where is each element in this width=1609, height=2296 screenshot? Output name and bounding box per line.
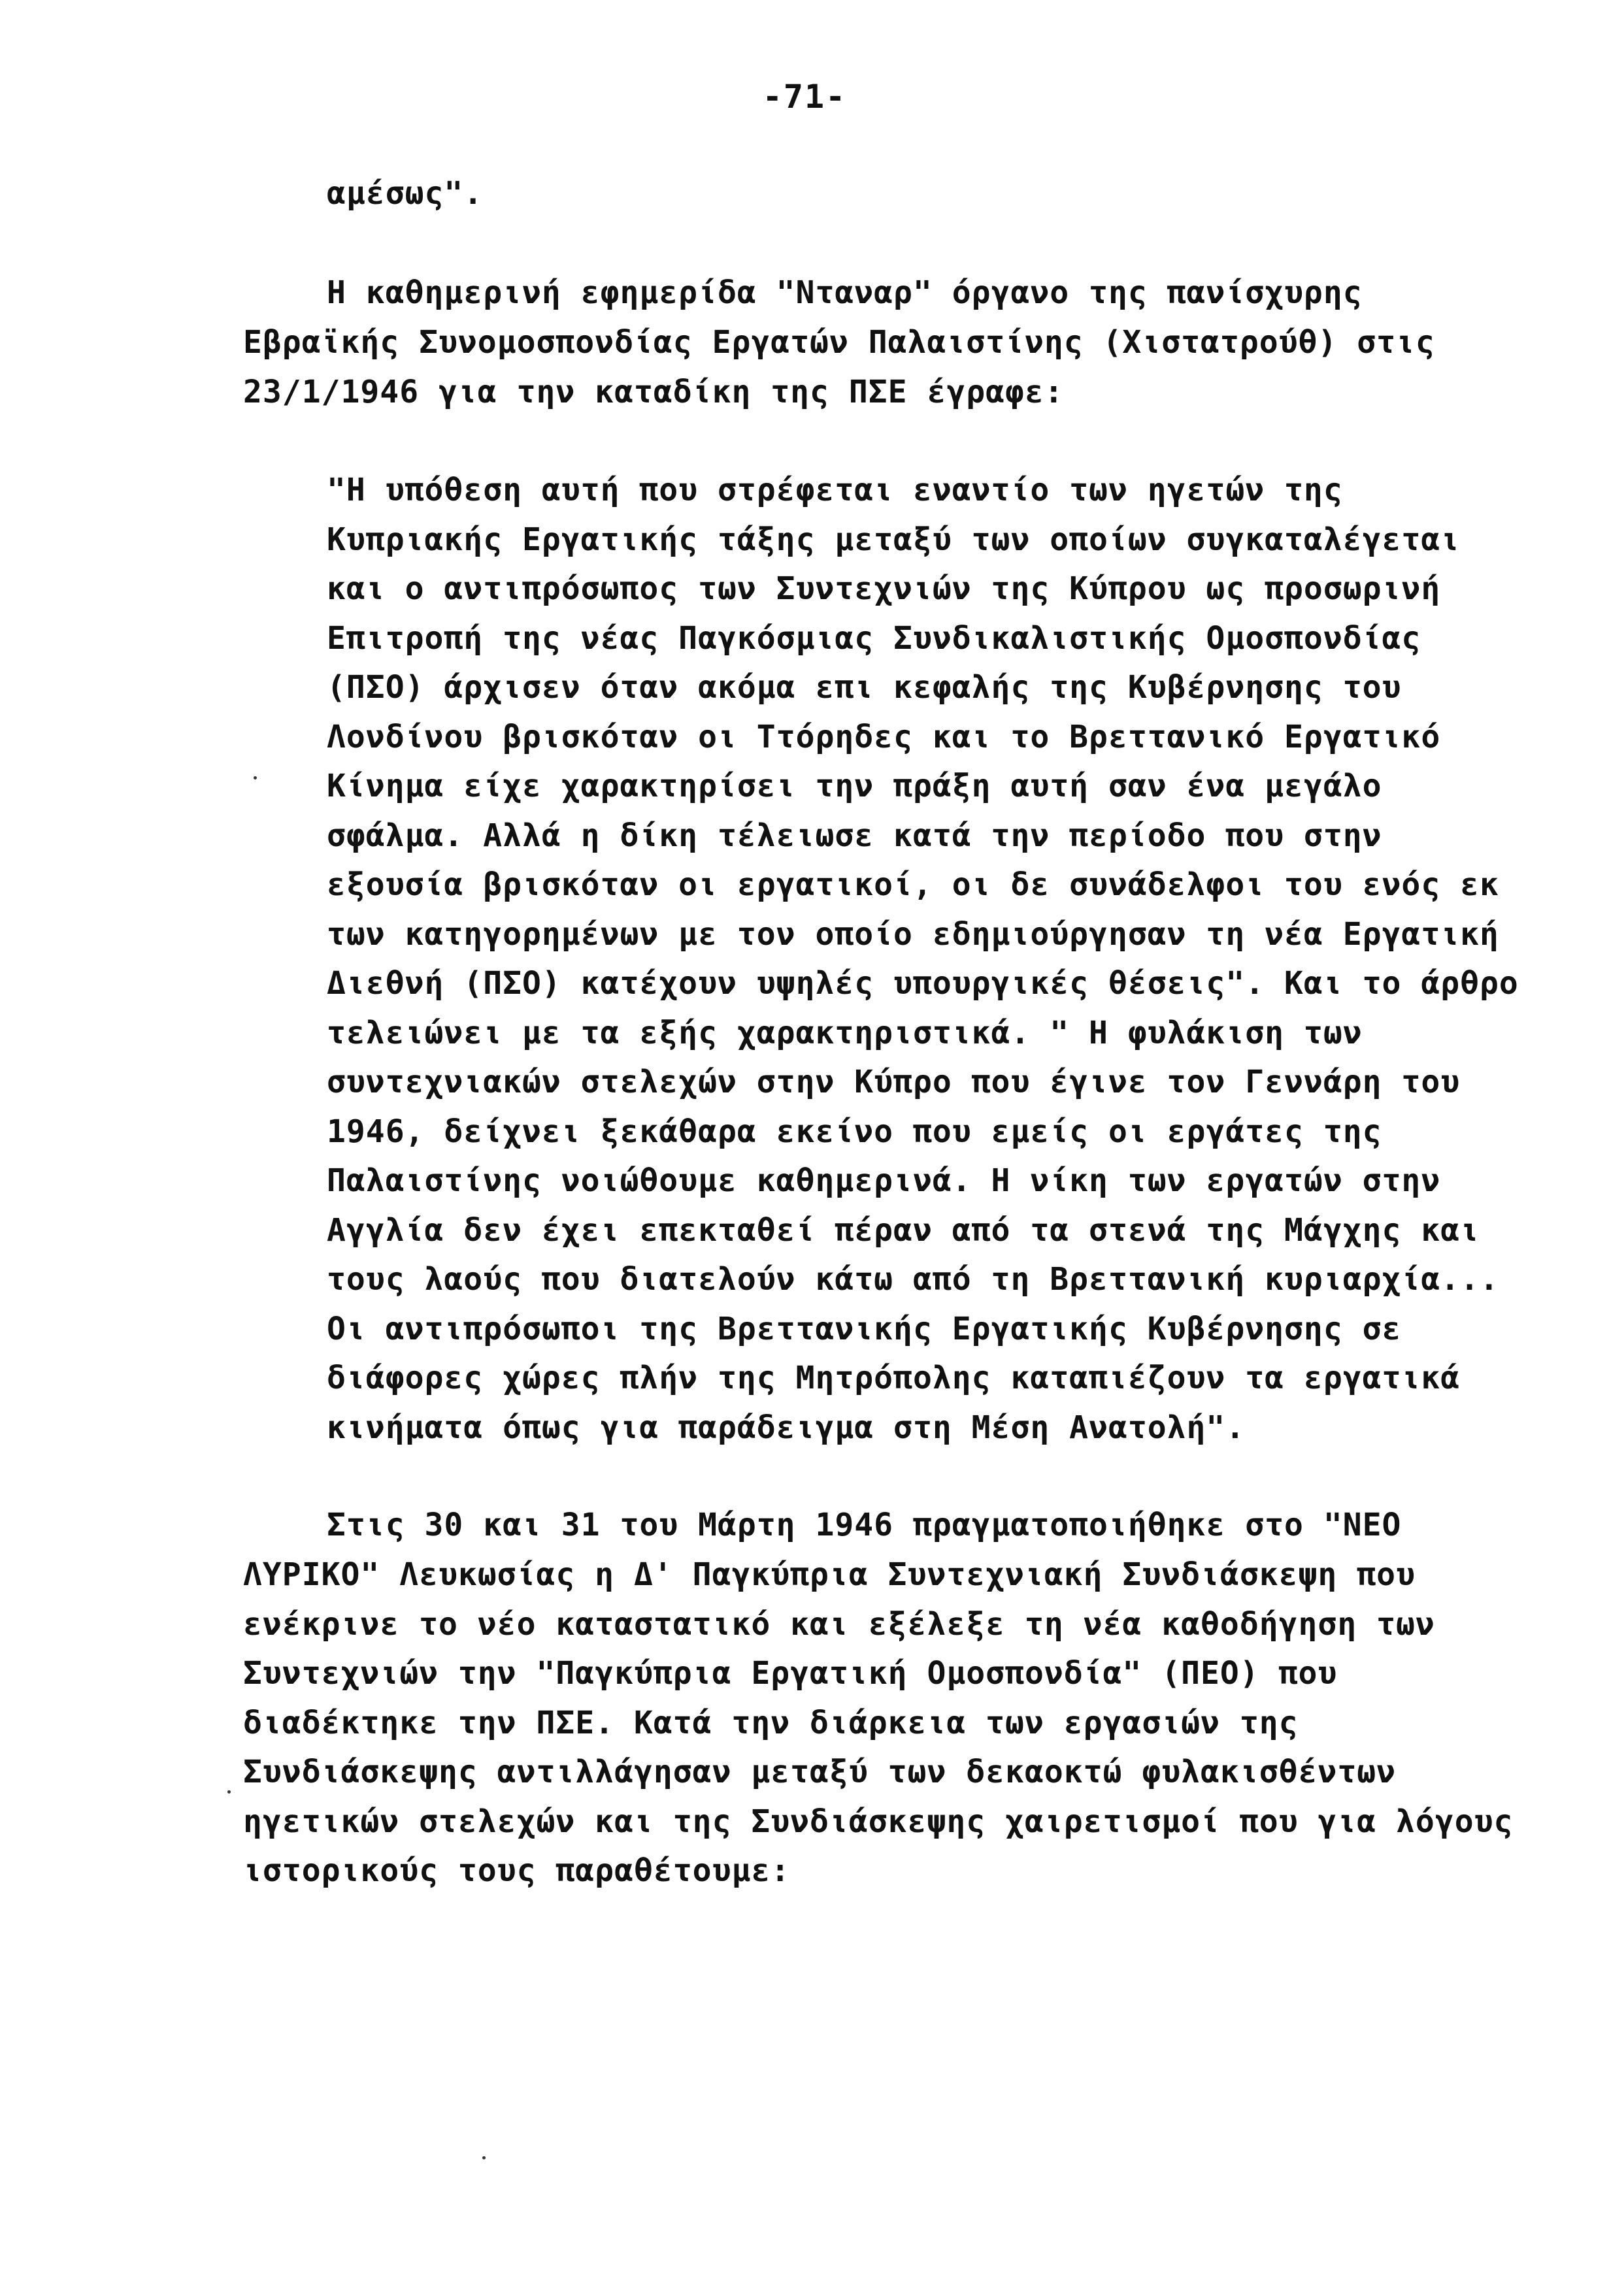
quote-line: Κυπριακής Εργατικής τάξης μεταξύ των οποίων συγκαταλέγεται	[327, 521, 1461, 558]
quote-line: τους λαούς που διατελούν κάτω από τη Βρεττανική κυριαρχία...	[327, 1261, 1499, 1298]
paragraph-2-line: Συνδιάσκεψης αντιλλάγησαν μεταξύ των δεκαοκτώ φυλακισθέντων	[243, 1754, 1397, 1790]
quote-line: Κίνημα είχε χαρακτηρίσει την πράξη αυτή σαν ένα μεγάλο	[327, 768, 1382, 804]
quote-line: Επιτροπή της νέας Παγκόσμιας Συνδικαλιστικής Ομοσπονδίας	[327, 620, 1421, 657]
paragraph-2-line: ηγετικών στελεχών και της Συνδιάσκεψης χαιρετισμοί που για λόγους	[243, 1803, 1514, 1840]
quote-line: Οι αντιπρόσωποι της Βρεττανικής Εργατικής Κυβέρνησης σε	[327, 1311, 1402, 1347]
paragraph-2-line: Στις 30 και 31 του Μάρτη 1946 πραγματοποιήθηκε στο "ΝΕΟ	[327, 1507, 1402, 1543]
quote-line: Λονδίνου βρισκόταν οι Ττόρηδες και το Βρεττανικό Εργατικό	[327, 719, 1441, 755]
quote-line: κινήματα όπως για παράδειγμα στη Μέση Ανατολή".	[327, 1409, 1246, 1446]
quote-line: διάφορες χώρες πλήν της Μητρόπολης καταπιέζουν τα εργατικά	[327, 1360, 1461, 1396]
paragraph-2-line: ΛΥΡΙΚΟ" Λευκωσίας η Δ' Παγκύπρια Συντεχνιακή Συνδιάσκεψη που	[243, 1556, 1416, 1593]
quote-line: Παλαιστίνης νοιώθουμε καθημερινά. Η νίκη των εργατών στην	[327, 1162, 1441, 1199]
quote-line: εξουσία βρισκόταν οι εργατικοί, οι δε συνάδελφοι του ενός εκ	[327, 866, 1499, 903]
paragraph-2-line: διαδέκτηκε την ΠΣΕ. Κατά την διάρκεια των εργασιών της	[243, 1705, 1299, 1741]
paragraph-1-line: Εβραϊκής Συνομοσπονδίας Εργατών Παλαιστίνης (Χιστατρούθ) στις	[243, 324, 1435, 361]
quote-line: 1946, δείχνει ξεκάθαρα εκείνο που εμείς οι εργάτες της	[327, 1113, 1382, 1150]
paragraph-2-line: ενέκρινε το νέο καταστατικό και εξέλεξε τη νέα καθοδήγηση των	[243, 1606, 1435, 1643]
quote-line: των κατηγορημένων με τον οποίο εδημιούργησαν τη νέα Εργατική	[327, 916, 1499, 953]
quote-line: σφάλμα. Αλλά η δίκη τέλειωσε κατά την περίοδο που στην	[327, 817, 1382, 854]
scan-speck	[254, 776, 257, 779]
quote-line: "Η υπόθεση αυτή που στρέφεται εναντίο των ηγετών της	[327, 472, 1343, 508]
paragraph-1-line: 23/1/1946 για την καταδίκη της ΠΣΕ έγραφε:	[243, 374, 1064, 410]
scan-speck	[227, 1790, 231, 1794]
quote-line: και ο αντιπρόσωπος των Συντεχνιών της Κύπρου ως προσωρινή	[327, 570, 1441, 607]
quote-line: Αγγλία δεν έχει επεκταθεί πέραν από τα στενά της Μάγχης και	[327, 1212, 1480, 1249]
paragraph-2-line: Συντεχνιών την "Παγκύπρια Εργατική Ομοσπονδία" (ΠΕΟ) που	[243, 1655, 1338, 1692]
paragraph-1-line: Η καθημερινή εφημερίδα "Νταναρ" όργανο της πανίσχυρης	[327, 274, 1363, 311]
scan-speck	[482, 2156, 486, 2159]
paragraph-2-line: ιστορικούς τους παραθέτουμε:	[243, 1852, 791, 1889]
quote-line: Διεθνή (ΠΣΟ) κατέχουν υψηλές υπουργικές θέσεις". Και το άρθρο	[327, 965, 1519, 1002]
quote-line: (ΠΣΟ) άρχισεν όταν ακόμα επι κεφαλής της Κυβέρνησης του	[327, 669, 1402, 706]
page-number: -71-	[762, 78, 847, 116]
quote-line: συντεχνιακών στελεχών στην Κύπρο που έγινε τον Γεννάρη του	[327, 1064, 1461, 1100]
opening-line: αμέσως".	[327, 175, 484, 212]
quote-line: τελειώνει με τα εξής χαρακτηριστικά. " Η φυλάκιση των	[327, 1015, 1363, 1051]
